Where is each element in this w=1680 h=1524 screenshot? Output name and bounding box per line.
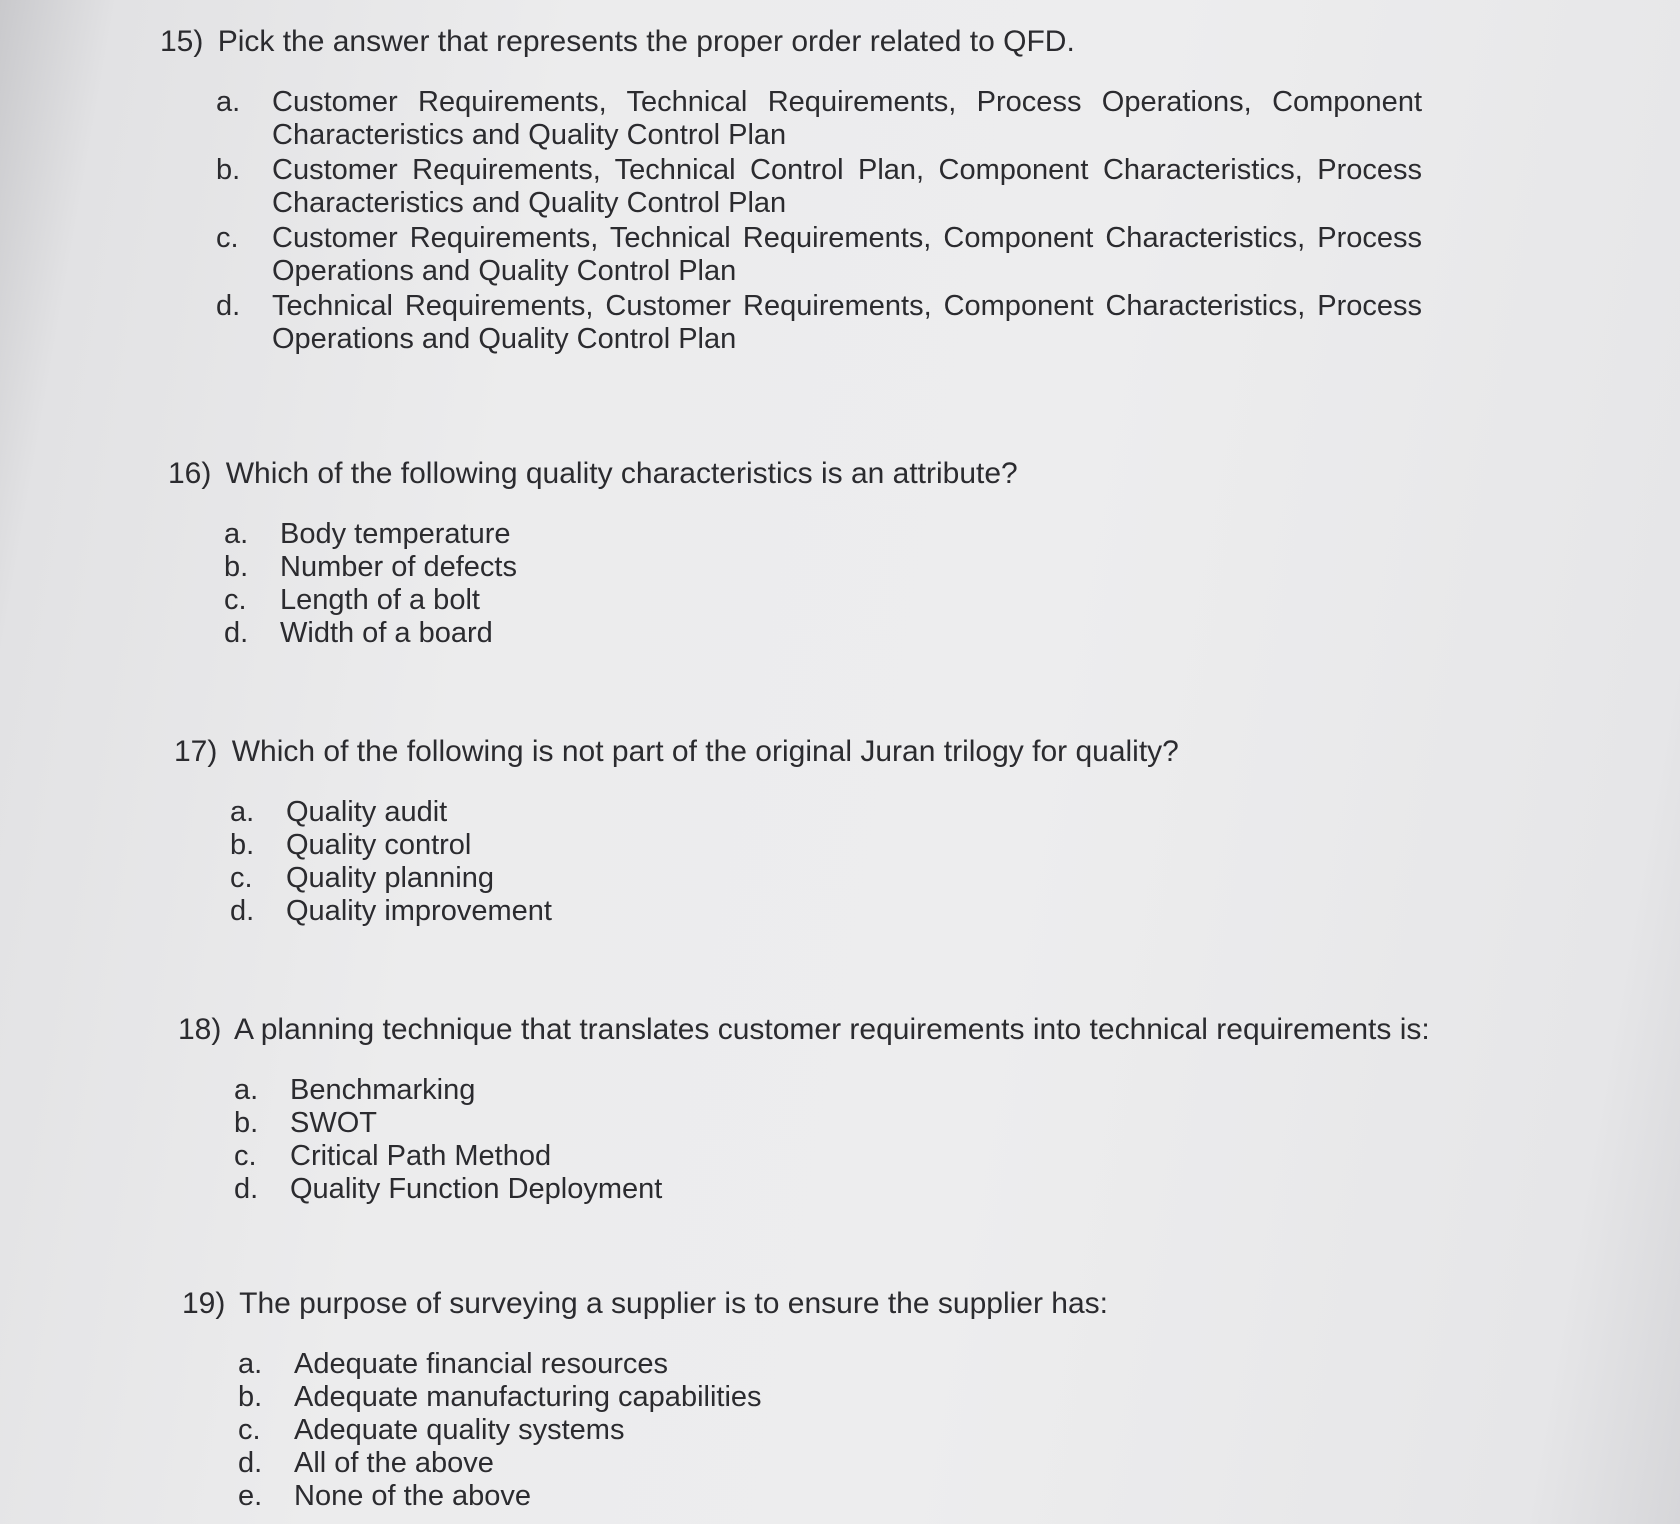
question-15: [160, 24, 1420, 358]
question-15-prompt: [160, 24, 1420, 60]
option-text: Benchmarking: [290, 1074, 476, 1106]
option-letter: c.: [238, 1414, 261, 1446]
option-b[interactable]: [168, 551, 1428, 584]
question-text: Which of the following is not part of the original Juran trilogy for quality?: [231, 735, 1179, 768]
option-letter: d.: [224, 617, 249, 649]
option-text: Width of a board: [280, 617, 493, 649]
option-b[interactable]: [160, 154, 1422, 220]
option-text: Quality Function Deployment: [290, 1173, 663, 1205]
question-number: 17): [174, 735, 218, 768]
question-number: 19): [182, 1287, 226, 1320]
option-d[interactable]: [168, 617, 1428, 650]
answer-options: [174, 796, 1434, 928]
option-letter: e.: [238, 1480, 263, 1512]
option-c[interactable]: [160, 222, 1422, 288]
option-a[interactable]: [182, 1348, 1442, 1381]
option-c[interactable]: [182, 1414, 1442, 1447]
answer-options: [160, 86, 1420, 356]
option-text: Customer Requirements, Technical Control Plan, Component Characteristics, Process Characteristics and Quality Control Plan: [272, 154, 1422, 219]
question-number: 16): [168, 457, 212, 490]
option-text: None of the above: [294, 1480, 532, 1512]
option-letter: c.: [230, 862, 253, 894]
option-e[interactable]: [182, 1480, 1442, 1513]
question-text: Which of the following quality characteristics is an attribute?: [225, 457, 1018, 490]
option-letter: a.: [216, 86, 241, 118]
option-c[interactable]: [178, 1140, 1438, 1173]
option-letter: b.: [224, 551, 249, 583]
question-19: [182, 1286, 1442, 1513]
option-letter: a.: [230, 796, 255, 828]
option-b[interactable]: [182, 1381, 1442, 1414]
option-letter: b.: [230, 829, 255, 861]
option-letter: c.: [224, 584, 247, 616]
question-18-prompt: [178, 1012, 1438, 1048]
option-text: Adequate quality systems: [294, 1414, 625, 1446]
option-text: Length of a bolt: [280, 584, 480, 616]
option-text: Adequate financial resources: [294, 1348, 669, 1380]
question-16: [168, 456, 1428, 650]
option-text: Body temperature: [280, 518, 511, 550]
option-letter: a.: [234, 1074, 259, 1106]
option-letter: b.: [216, 154, 241, 186]
option-letter: b.: [234, 1107, 259, 1139]
option-text: SWOT: [290, 1107, 377, 1139]
option-b[interactable]: [178, 1107, 1438, 1140]
option-letter: d.: [216, 290, 241, 322]
option-d[interactable]: [182, 1447, 1442, 1480]
option-text: Quality audit: [286, 796, 448, 828]
option-text: Customer Requirements, Technical Requirements, Component Characteristics, Process Operations and Quality Control Plan: [272, 222, 1422, 287]
option-text: Number of defects: [280, 551, 517, 583]
option-d[interactable]: [174, 895, 1434, 928]
question-18: [178, 1012, 1438, 1206]
option-text: Critical Path Method: [290, 1140, 552, 1172]
question-16-prompt: [168, 456, 1428, 492]
option-a[interactable]: [168, 518, 1428, 551]
option-letter: c.: [234, 1140, 257, 1172]
option-letter: d.: [238, 1447, 263, 1479]
option-text: All of the above: [294, 1447, 494, 1479]
option-text: Quality control: [286, 829, 472, 861]
question-number: 18): [178, 1013, 222, 1046]
option-b[interactable]: [174, 829, 1434, 862]
answer-options: [182, 1348, 1442, 1513]
option-letter: d.: [230, 895, 255, 927]
question-text: The purpose of surveying a supplier is to ensure the supplier has:: [239, 1287, 1108, 1320]
option-letter: b.: [238, 1381, 263, 1413]
option-letter: a.: [238, 1348, 263, 1380]
option-c[interactable]: [168, 584, 1428, 617]
question-text: Pick the answer that represents the proper order related to QFD.: [217, 25, 1075, 58]
question-17: [174, 734, 1434, 928]
answer-options: [178, 1074, 1438, 1206]
option-text: Quality planning: [286, 862, 494, 894]
option-c[interactable]: [174, 862, 1434, 895]
option-text: Technical Requirements, Customer Requirements, Component Characteristics, Process Operations and Quality Control Plan: [272, 290, 1422, 355]
question-17-prompt: [174, 734, 1434, 770]
option-d[interactable]: [178, 1173, 1438, 1206]
answer-options: [168, 518, 1428, 650]
option-a[interactable]: [178, 1074, 1438, 1107]
option-a[interactable]: [160, 86, 1422, 152]
question-text: A planning technique that translates customer requirements into technical requirements is:: [234, 1013, 1430, 1046]
option-text: Customer Requirements, Technical Requirements, Process Operations, Component Characteristics and Quality Control Plan: [272, 86, 1422, 151]
option-d[interactable]: [160, 290, 1422, 356]
question-19-prompt: [182, 1286, 1442, 1322]
question-number: 15): [160, 25, 204, 58]
option-text: Adequate manufacturing capabilities: [294, 1381, 762, 1413]
option-letter: a.: [224, 518, 249, 550]
option-letter: d.: [234, 1173, 259, 1205]
option-letter: c.: [216, 222, 239, 254]
option-text: Quality improvement: [286, 895, 552, 927]
option-a[interactable]: [174, 796, 1434, 829]
